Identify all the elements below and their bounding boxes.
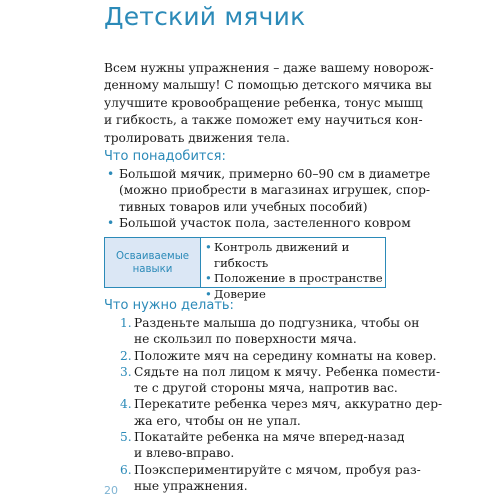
list-item-line: (можно приобрести в магазинах игрушек, спор- bbox=[119, 183, 431, 198]
page-title: Детский мячик bbox=[104, 2, 306, 31]
skills-label-line: Осваиваемые bbox=[116, 250, 189, 262]
list-item bbox=[104, 348, 437, 364]
step-number: 2. bbox=[120, 348, 132, 363]
step-number: 6. bbox=[120, 462, 132, 477]
steps-heading: Что нужно делать: bbox=[104, 298, 234, 313]
skill-text: Положение в пространстве bbox=[214, 271, 383, 285]
step-line: Поэкспериментируйте с мячом, пробуя раз- bbox=[134, 462, 421, 477]
skills-list bbox=[201, 238, 385, 301]
list-item-line: Большой мячик, примерно 60–90 см в диаметре bbox=[119, 167, 431, 181]
intro-line: улучшите кровообращение ребенка, тонус мышц bbox=[104, 95, 423, 110]
needs-heading: Что понадобится: bbox=[104, 149, 226, 164]
list-item bbox=[205, 240, 385, 271]
step-line: ные упражнения. bbox=[134, 478, 248, 493]
step-number: 3. bbox=[120, 364, 132, 379]
bullet-icon: • bbox=[205, 240, 212, 254]
list-item bbox=[104, 396, 443, 429]
step-number: 4. bbox=[120, 397, 132, 412]
intro-line: тролировать движения тела. bbox=[104, 130, 290, 145]
skills-label-line: навыки bbox=[132, 263, 173, 275]
bullet-icon: • bbox=[205, 286, 212, 301]
bullet-icon: • bbox=[205, 271, 212, 285]
skills-box bbox=[104, 237, 386, 301]
list-item bbox=[205, 271, 385, 287]
step-line: и влево-вправо. bbox=[134, 446, 235, 461]
intro-paragraph bbox=[104, 60, 434, 147]
step-line: Положите мяч на середину комнаты на ковер. bbox=[134, 348, 437, 363]
list-item bbox=[104, 166, 431, 215]
intro-line: и гибкость, а также поможет ему научиться кон- bbox=[104, 113, 423, 128]
bullet-icon: • bbox=[107, 216, 115, 231]
list-item bbox=[104, 364, 441, 397]
list-item bbox=[104, 429, 404, 462]
step-line: жа его, чтобы он не упал. bbox=[134, 413, 301, 428]
step-number: 5. bbox=[120, 430, 132, 445]
list-item-line: тивных товаров или учебных пособий) bbox=[119, 199, 368, 214]
list-item bbox=[104, 215, 411, 231]
intro-line: Всем нужны упражнения – даже вашему новорож- bbox=[104, 61, 434, 75]
step-number: 1. bbox=[120, 316, 132, 330]
intro-line: денному малышу! С помощью детского мячика вы bbox=[104, 78, 432, 93]
steps-list bbox=[104, 315, 443, 494]
skill-text: Доверие bbox=[214, 286, 266, 301]
bullet-icon: • bbox=[107, 167, 115, 181]
skills-label bbox=[105, 238, 201, 287]
step-line: те с другой стороны мяча, напротив вас. bbox=[134, 381, 398, 396]
step-line: Покатайте ребенка на мяче вперед-назад bbox=[134, 430, 405, 445]
list-item bbox=[104, 462, 421, 495]
needs-list bbox=[104, 166, 431, 232]
step-line: Сядьте на пол лицом к мячу. Ребенка помести- bbox=[134, 364, 441, 379]
list-item-line: Большой участок пола, застеленного ковром bbox=[119, 216, 411, 231]
skill-text: Контроль движений и гибкость bbox=[214, 240, 350, 270]
step-line: Разденьте малыша до подгузника, чтобы он bbox=[134, 316, 420, 330]
list-item bbox=[104, 315, 420, 348]
step-line: Перекатите ребенка через мяч, аккуратно дер- bbox=[134, 397, 443, 412]
step-line: не скользил по поверхности мяча. bbox=[134, 332, 357, 347]
page-number: 20 bbox=[104, 484, 118, 497]
